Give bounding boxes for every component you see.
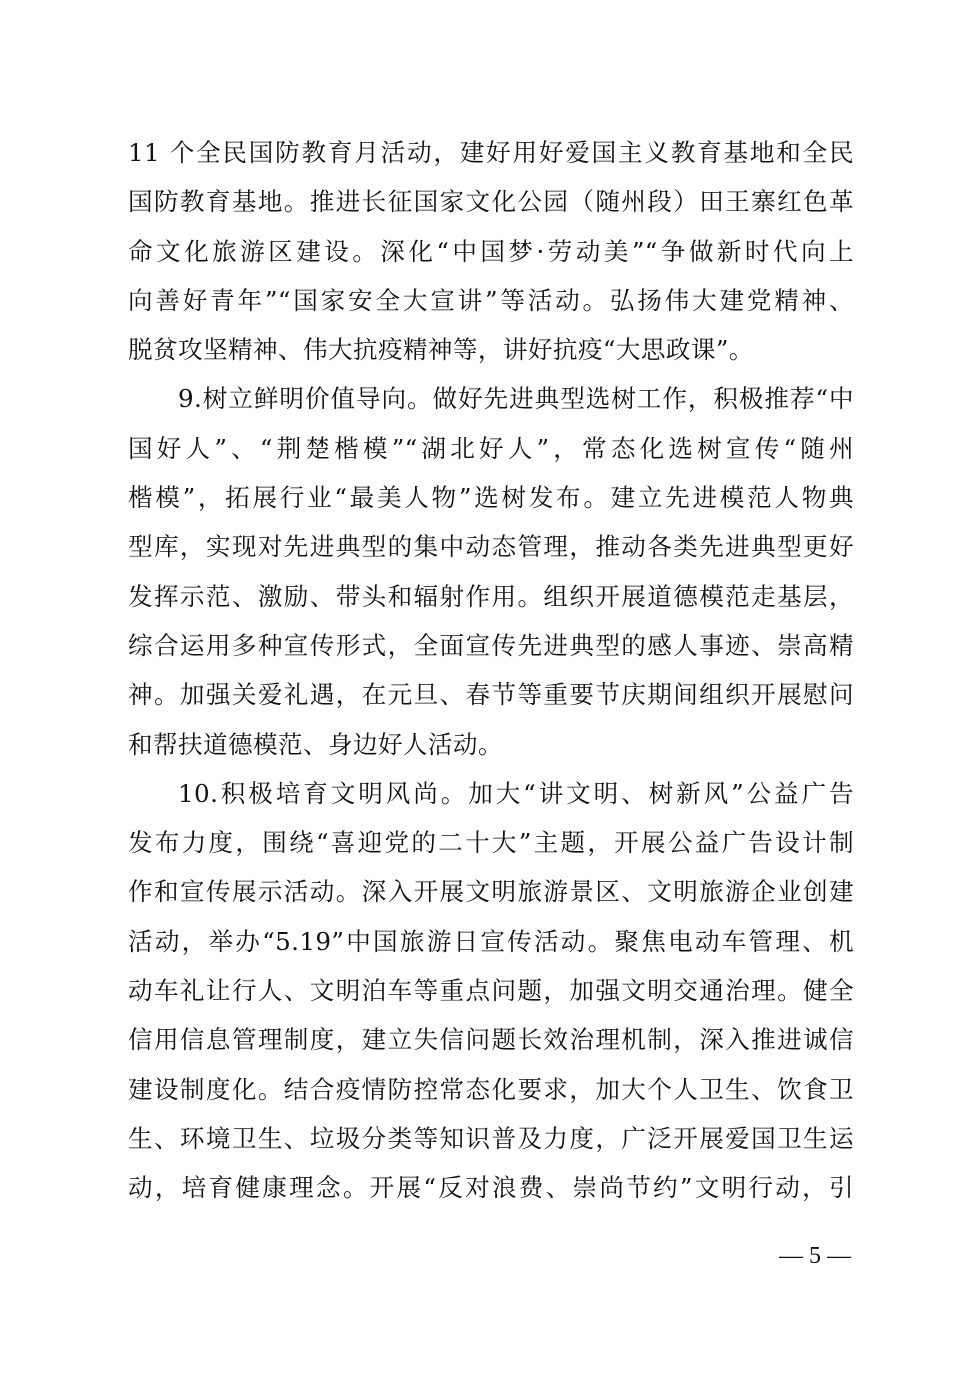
text-line: 向善好青年”“国家安全大宣讲”等活动。弘扬伟大建党精神、 [128,285,854,315]
paragraph-item-9 [128,374,854,768]
text-line: 动，培育健康理念。开展“反对浪费、崇尚节约”文明行动，引 [128,1173,854,1203]
text-line: 国好人”、“荆楚楷模”“湖北好人”，常态化选树宣传“随州 [128,433,854,463]
item-heading-line: 10.积极培育文明风尚。加大“讲文明、树新风”公益广告 [178,778,854,808]
text-line: 活动，举办“5.19”中国旅游日宣传活动。聚焦电动车管理、机 [128,926,854,956]
text-line: 型库，实现对先进典型的集中动态管理，推动各类先进典型更好 [128,532,854,562]
text-line: 国防教育基地。推进长征国家文化公园（随州段）田王寨红色革 [128,187,854,217]
text-line: 楷模”，拓展行业“最美人物”选树发布。建立先进模范人物典 [128,483,854,513]
body-text [128,128,854,1213]
paragraph-item-10 [128,769,854,1213]
text-line: 生、环境卫生、垃圾分类等知识普及力度，广泛开展爱国卫生运 [128,1123,854,1153]
text-line: 和帮扶道德模范、身边好人活动。 [128,729,503,759]
text-line: 信用信息管理制度，建立失信问题长效治理机制，深入推进诚信 [128,1025,854,1055]
text-line: 发布力度，围绕“喜迎党的二十大”主题，开展公益广告设计制 [128,828,854,858]
paragraph-continuation [128,128,854,374]
item-heading-line: 9.树立鲜明价值导向。做好先进典型选树工作，积极推荐“中 [178,384,854,414]
text-line: 神。加强关爱礼遇，在元旦、春节等重要节庆期间组织开展慰问 [128,680,854,710]
page-number: — 5 — [779,1243,851,1269]
text-line: 动车礼让行人、文明泊车等重点问题，加强文明交通治理。健全 [128,976,854,1006]
text-line: 11 个全民国防教育月活动，建好用好爱国主义教育基地和全民 [128,138,854,167]
text-line: 作和宣传展示活动。深入开展文明旅游景区、文明旅游企业创建 [128,877,854,907]
text-line: 发挥示范、激励、带头和辐射作用。组织开展道德模范走基层， [128,581,854,611]
text-line: 脱贫攻坚精神、伟大抗疫精神等，讲好抗疫“大思政课”。 [128,335,754,365]
text-line: 综合运用多种宣传形式，全面宣传先进典型的感人事迹、崇高精 [128,630,854,660]
text-line: 命文化旅游区建设。深化“中国梦·劳动美”“争做新时代向上 [128,236,854,266]
text-line: 建设制度化。结合疫情防控常态化要求，加大个人卫生、饮食卫 [128,1074,854,1104]
